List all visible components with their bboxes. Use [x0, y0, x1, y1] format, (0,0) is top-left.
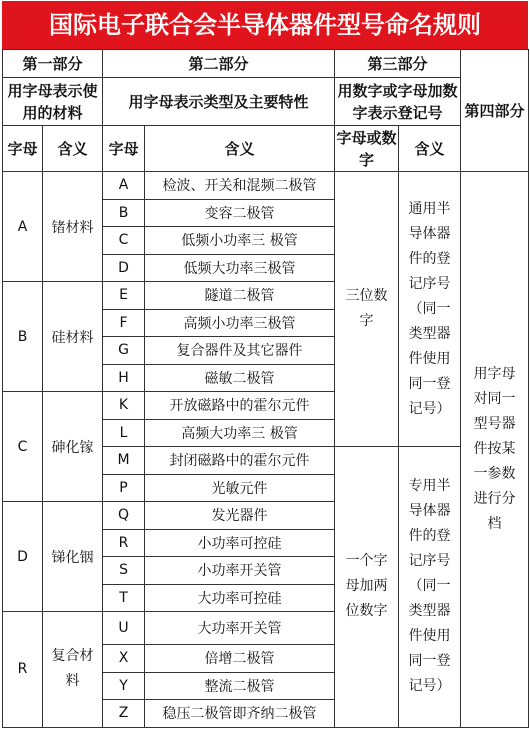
type-meaning: 稳压二极管即齐纳二极管: [145, 700, 335, 728]
type-letter: G: [103, 337, 145, 365]
type-letter: Y: [103, 672, 145, 700]
type-letter: P: [103, 474, 145, 502]
type-meaning: 发光器件: [145, 502, 335, 530]
type-letter: L: [103, 419, 145, 447]
type-letter: F: [103, 309, 145, 337]
material-letter: C: [3, 392, 43, 502]
type-letter: C: [103, 227, 145, 255]
material-letter: D: [3, 502, 43, 612]
type-meaning: 低频大功率三极管: [145, 254, 335, 282]
type-meaning: 小功率可控硅: [145, 529, 335, 557]
type-letter: T: [103, 584, 145, 612]
type-meaning: 隧道二极管: [145, 282, 335, 310]
col-header-letter2: 字母: [103, 126, 145, 172]
material-letter: R: [3, 612, 43, 728]
registration-code: 三位数字: [335, 172, 399, 447]
registration-meaning: 通用半导体器件的登记序号（同一类型器件使用同一登记号）: [399, 172, 461, 447]
header-part1: 第一部分: [3, 50, 103, 78]
type-letter: R: [103, 529, 145, 557]
header-part2: 第二部分: [103, 50, 335, 78]
material-meaning: 砷化镓: [43, 392, 103, 502]
type-meaning: 小功率开关管: [145, 557, 335, 585]
header-part3: 第三部分: [335, 50, 461, 78]
type-letter: A: [103, 172, 145, 200]
material-meaning: 锑化铟: [43, 502, 103, 612]
type-meaning: 大功率开关管: [145, 612, 335, 645]
type-meaning: 开放磁路中的霍尔元件: [145, 392, 335, 420]
material-meaning: 硅材料: [43, 282, 103, 392]
type-meaning: 高频大功率三 极管: [145, 419, 335, 447]
type-letter: U: [103, 612, 145, 645]
type-letter: K: [103, 392, 145, 420]
type-meaning: 低频小功率三 极管: [145, 227, 335, 255]
type-meaning: 光敏元件: [145, 474, 335, 502]
type-meaning: 变容二极管: [145, 199, 335, 227]
type-letter: Z: [103, 700, 145, 728]
col-header-meaning3: 含义: [399, 126, 461, 172]
type-meaning: 倍增二极管: [145, 645, 335, 673]
col-header-letter: 字母: [3, 126, 43, 172]
registration-code: 一个字母加两位数字: [335, 447, 399, 728]
type-meaning: 封闭磁路中的霍尔元件: [145, 447, 335, 475]
col-header-letter-or-digit: 字母或数字: [335, 126, 399, 172]
type-meaning: 复合器件及其它器件: [145, 337, 335, 365]
type-letter: Q: [103, 502, 145, 530]
material-letter: B: [3, 282, 43, 392]
type-meaning: 磁敏二极管: [145, 364, 335, 392]
material-meaning: 锗材料: [43, 172, 103, 282]
registration-meaning: 专用半导体器件的登记序号（同一类型器件使用同一登记号）: [399, 447, 461, 728]
type-letter: M: [103, 447, 145, 475]
col-header-meaning: 含义: [43, 126, 103, 172]
material-meaning: 复合材料: [43, 612, 103, 728]
type-letter: H: [103, 364, 145, 392]
part4-description: 用字母对同一型号器件按某一参数进行分档: [461, 172, 529, 728]
page-title: 国际电子联合会半导体器件型号命名规则: [2, 1, 528, 49]
type-letter: B: [103, 199, 145, 227]
col-header-meaning2: 含义: [145, 126, 335, 172]
material-letter: A: [3, 172, 43, 282]
type-meaning: 整流二极管: [145, 672, 335, 700]
page: [2, 1, 528, 737]
type-meaning: 检波、开关和混频二极管: [145, 172, 335, 200]
header-part3-desc: 用数字或字母加数字表示登记号: [335, 78, 461, 126]
header-part1-desc: 用字母表示使用的材料: [3, 78, 103, 126]
header-part2-desc: 用字母表示类型及主要特性: [103, 78, 335, 126]
header-part4: 第四部分: [461, 50, 529, 172]
type-letter: X: [103, 645, 145, 673]
naming-rules-table: [2, 49, 529, 728]
type-letter: S: [103, 557, 145, 585]
type-letter: E: [103, 282, 145, 310]
type-meaning: 高频小功率三极管: [145, 309, 335, 337]
type-meaning: 大功率可控硅: [145, 584, 335, 612]
type-letter: D: [103, 254, 145, 282]
